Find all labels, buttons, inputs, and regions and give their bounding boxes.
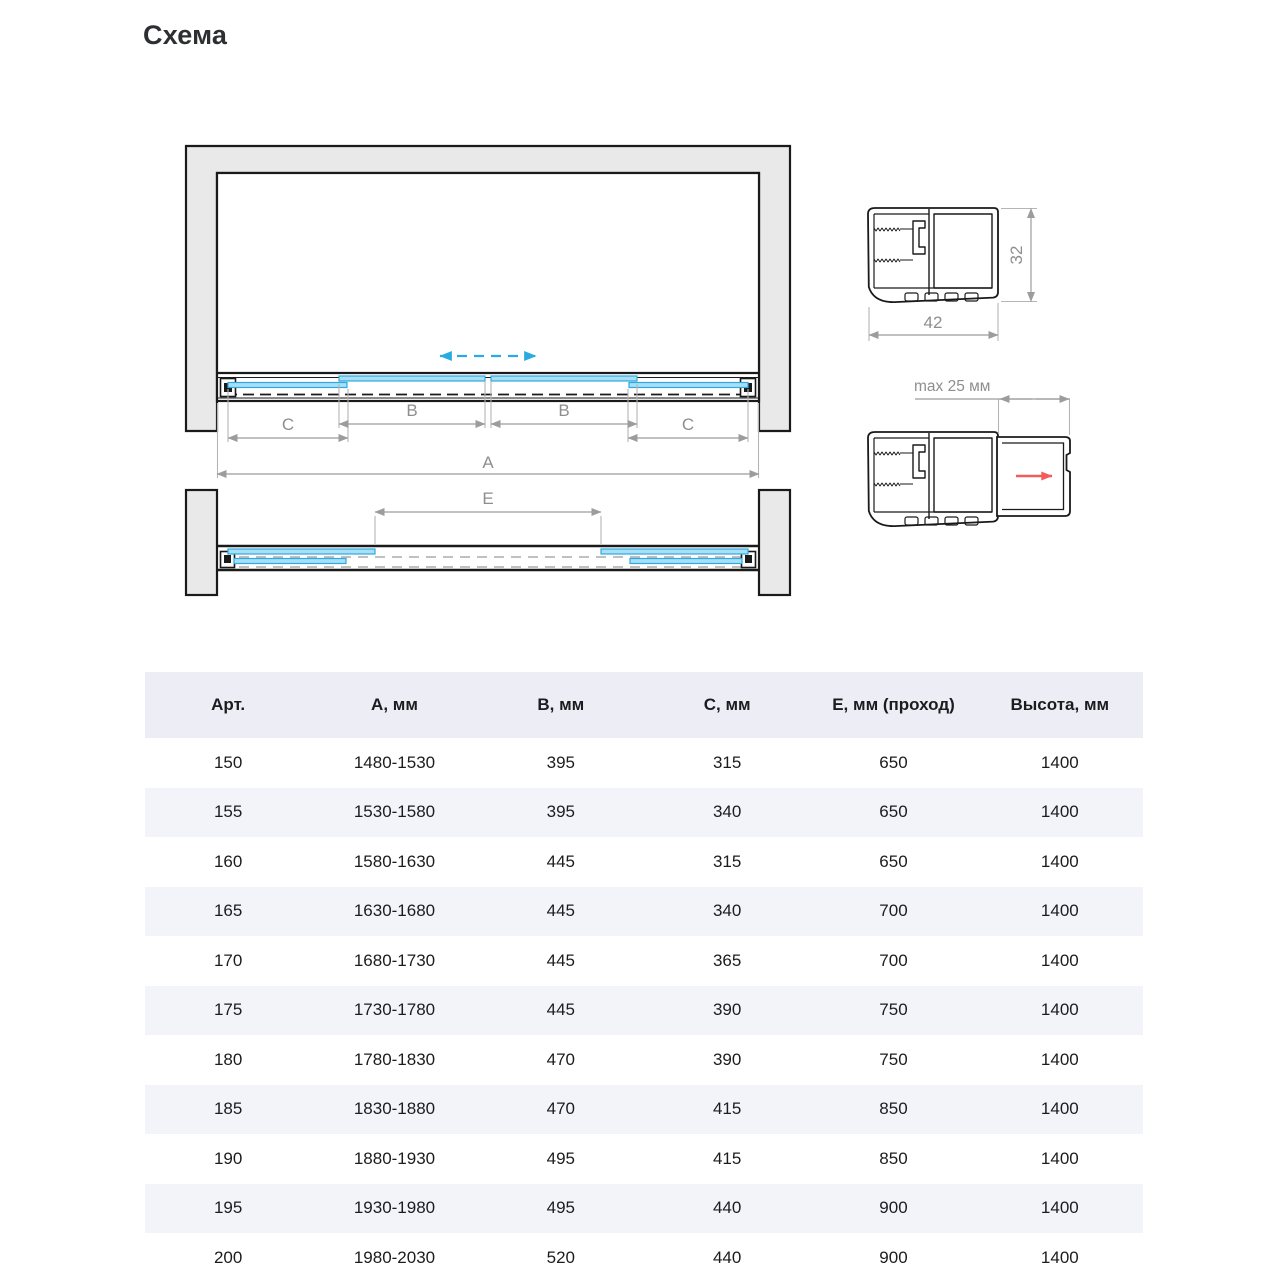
table-cell: 900 — [879, 1247, 908, 1267]
dim-label-b-left: B — [406, 401, 418, 420]
table-cell: 1400 — [1040, 851, 1079, 871]
table-cell: 700 — [879, 950, 908, 970]
table-cell: 1680-1730 — [353, 950, 436, 970]
table-cell: 650 — [879, 851, 908, 871]
table-cell: 1400 — [1040, 950, 1079, 970]
table-cell: 900 — [879, 1198, 908, 1218]
column-header-height: Высота, мм — [1010, 695, 1110, 714]
table-cell: 1400 — [1040, 1099, 1079, 1119]
table-cell: 415 — [712, 1099, 742, 1119]
dim-label-c-left: C — [281, 415, 295, 434]
table-cell: 650 — [879, 802, 908, 822]
table-cell: 650 — [879, 752, 908, 772]
table-row — [145, 936, 1143, 986]
table-row — [145, 1184, 1143, 1234]
table-cell: 470 — [546, 1099, 575, 1119]
fixed-panel-right — [630, 559, 742, 564]
table-cell: 1400 — [1040, 1198, 1079, 1218]
wall-pillar-left — [186, 490, 217, 595]
table-cell: 1930-1980 — [353, 1198, 436, 1218]
table-cell: 200 — [213, 1247, 243, 1267]
column-header-c: С, мм — [703, 695, 751, 714]
table-cell: 445 — [546, 950, 575, 970]
table-cell: 700 — [879, 901, 908, 921]
sliding-panel-left — [339, 376, 485, 381]
table-cell: 1880-1930 — [353, 1148, 436, 1168]
table-cell: 1400 — [1040, 1049, 1079, 1069]
table-cell: 750 — [879, 1000, 908, 1020]
dim-label-width: 42 — [923, 313, 943, 332]
table-cell: 1580-1630 — [353, 851, 436, 871]
table-cell: 190 — [213, 1148, 243, 1168]
table-cell: 445 — [546, 901, 575, 921]
frame-opening — [217, 173, 759, 401]
profile-section — [855, 185, 1055, 350]
table-cell: 1400 — [1040, 1148, 1079, 1168]
column-header-b: В, мм — [537, 695, 585, 714]
table-cell: 415 — [712, 1148, 742, 1168]
plan-view-open — [180, 482, 800, 600]
table-row — [145, 986, 1143, 1036]
table-cell: 445 — [546, 851, 575, 871]
fixed-panel-left — [228, 383, 347, 388]
table-cell: 1400 — [1040, 1000, 1079, 1020]
table-cell: 445 — [546, 1000, 575, 1020]
dim-label-e: E — [482, 489, 494, 508]
table-cell: 470 — [546, 1049, 575, 1069]
table-cell: 1400 — [1040, 901, 1079, 921]
table-header-row — [145, 672, 1143, 738]
table-cell: 180 — [213, 1049, 243, 1069]
table-cell: 495 — [546, 1148, 575, 1168]
table-row — [145, 1035, 1143, 1085]
table-cell: 1980-2030 — [353, 1247, 436, 1267]
sliding-panel-right-open — [601, 549, 748, 554]
extension-lines — [375, 516, 601, 544]
sliding-panel-left-open — [228, 549, 375, 554]
table-cell: 850 — [879, 1148, 908, 1168]
table-row — [145, 1134, 1143, 1184]
extension-lines — [999, 399, 1070, 435]
table-row — [145, 1085, 1143, 1135]
page-title: Схема — [143, 20, 228, 50]
fixed-panel-right — [629, 383, 748, 388]
table-cell: 175 — [213, 1000, 243, 1020]
table-cell: 1830-1880 — [353, 1099, 436, 1119]
table-cell: 520 — [546, 1247, 575, 1267]
table-cell: 340 — [712, 901, 742, 921]
table-cell: 390 — [712, 1000, 742, 1020]
table-cell: 165 — [213, 901, 243, 921]
table-cell: 1400 — [1040, 752, 1079, 772]
table-row — [145, 837, 1143, 887]
sliding-panel-right — [491, 376, 637, 381]
wall-pillar-right — [759, 490, 790, 595]
table-cell: 390 — [712, 1049, 742, 1069]
table-cell: 1530-1580 — [353, 802, 436, 822]
dim-label-b-right: B — [558, 401, 570, 420]
table-cell: 150 — [213, 752, 243, 772]
aluminium-profile — [868, 432, 998, 526]
table-cell: 365 — [712, 950, 742, 970]
plan-view-closed — [180, 128, 800, 480]
aluminium-profile — [868, 208, 998, 302]
table-row — [145, 738, 1143, 788]
table-cell: 155 — [213, 802, 243, 822]
table-cell: 1780-1830 — [353, 1049, 436, 1069]
table-cell: 1480-1530 — [353, 752, 436, 772]
profile-adjustment — [855, 370, 1085, 545]
size-table — [145, 672, 1143, 1283]
table-body — [145, 738, 1143, 1283]
fixed-panel-left — [234, 559, 346, 564]
table-cell: 440 — [712, 1198, 742, 1218]
column-header-a: А, мм — [371, 695, 418, 714]
dim-label-height: 32 — [1007, 245, 1026, 265]
table-cell: 160 — [213, 851, 243, 871]
table-cell: 1400 — [1040, 1247, 1079, 1267]
table-cell: 315 — [712, 752, 742, 772]
table-cell: 850 — [879, 1099, 908, 1119]
table-cell: 1400 — [1040, 802, 1079, 822]
table-cell: 395 — [546, 752, 575, 772]
dim-label-c-right: C — [681, 415, 695, 434]
table-cell: 170 — [213, 950, 243, 970]
dim-label-a: A — [482, 453, 494, 472]
dim-label-adjust: max 25 мм — [914, 378, 991, 395]
table-cell: 195 — [213, 1198, 243, 1218]
column-header-art: Арт. — [211, 695, 246, 714]
table-cell: 1630-1680 — [353, 901, 436, 921]
table-row — [145, 788, 1143, 838]
table-cell: 750 — [879, 1049, 908, 1069]
table-cell: 1730-1780 — [353, 1000, 436, 1020]
table-row — [145, 887, 1143, 937]
column-header-e: Е, мм (проход) — [832, 695, 955, 714]
table-cell: 495 — [546, 1198, 575, 1218]
table-cell: 395 — [546, 802, 575, 822]
table-cell: 315 — [712, 851, 742, 871]
table-cell: 185 — [213, 1099, 243, 1119]
table-cell: 340 — [712, 802, 742, 822]
table-cell: 440 — [712, 1247, 742, 1267]
table-row — [145, 1233, 1143, 1283]
